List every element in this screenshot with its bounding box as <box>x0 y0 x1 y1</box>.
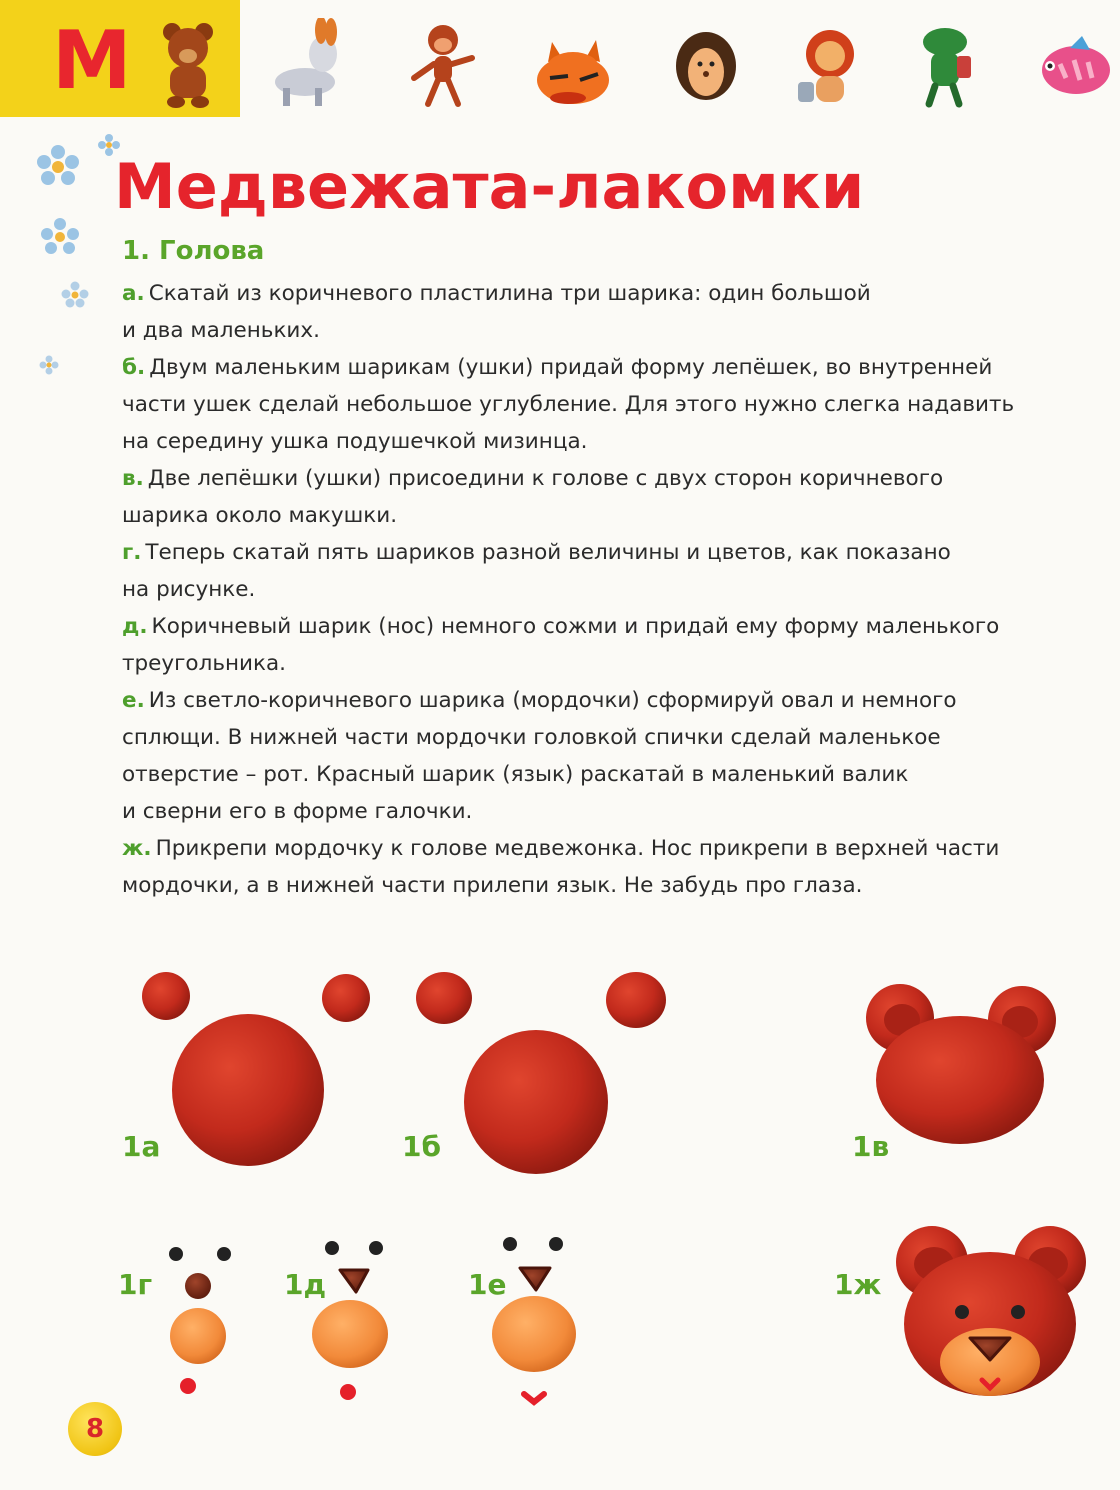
step-line: сплющи. В нижней части мордочки головкой спички сделай маленькое <box>122 725 941 750</box>
step-label: г. <box>122 540 142 565</box>
step-label: ж. <box>122 836 152 861</box>
figure-label-1zh: 1ж <box>834 1268 882 1301</box>
figure-label-1a: 1а <box>122 1130 161 1163</box>
step-v <box>122 460 1107 534</box>
step-line: Скатай из коричневого пластилина три шарика: один большой <box>148 281 871 306</box>
step-line: Теперь скатай пять шариков разной величины и цветов, как показано <box>145 540 951 565</box>
step-line: Двум маленьким шарикам (ушки) придай форму лепёшек, во внутренней <box>149 355 993 380</box>
step-line: Коричневый шарик (нос) немного сожми и придай ему форму маленького <box>151 614 1000 639</box>
flower-decoration-icon <box>28 140 98 200</box>
figure-label-1v: 1в <box>852 1130 890 1163</box>
hedgehog-icon <box>662 18 752 110</box>
step-label: д. <box>122 614 148 639</box>
step-label: а. <box>122 281 145 306</box>
step-line: мордочки, а в нижней части прилепи язык. Не забудь про глаза. <box>122 873 863 898</box>
step-line: части ушек сделай небольшое углубление. Для этого нужно слегка надавить <box>122 392 1015 417</box>
illustration-1d <box>300 1234 410 1414</box>
fish-icon <box>1030 18 1120 110</box>
step-line: на середину ушка подушечкой мизинца. <box>122 429 588 454</box>
step-g <box>122 534 1107 608</box>
step-line: Две лепёшки (ушки) присоедини к голове с двух сторон коричневого <box>147 466 944 491</box>
figure-label-1g: 1г <box>118 1268 153 1301</box>
crocodile-icon <box>905 18 995 110</box>
illustration-1b <box>410 960 680 1180</box>
step-a <box>122 275 1107 349</box>
step-line: Из светло-коричневого шарика (мордочки) сформируй овал и немного <box>148 688 957 713</box>
illustration-1e <box>480 1230 590 1420</box>
page-number: 8 <box>68 1402 122 1456</box>
step-label: в. <box>122 466 144 491</box>
step-label: е. <box>122 688 145 713</box>
step-label: б. <box>122 355 146 380</box>
step-b <box>122 349 1107 460</box>
instruction-steps <box>122 275 1107 904</box>
step-line: шарика около макушки. <box>122 503 398 528</box>
letter-tab <box>0 0 240 117</box>
small-flower-icon <box>38 354 60 376</box>
cat-icon <box>528 18 618 110</box>
figure-label-1e: 1е <box>468 1268 507 1301</box>
section-title: 1. Голова <box>122 236 265 266</box>
step-d <box>122 608 1107 682</box>
step-line: треугольника. <box>122 651 287 676</box>
step-line: Прикрепи мордочку к голове медвежонка. Нос прикрепи в верхней части <box>155 836 1000 861</box>
illustration-1v <box>860 980 1060 1150</box>
page-title: Медвежата-лакомки <box>114 150 865 223</box>
lion-icon <box>790 18 880 110</box>
monkey-icon <box>398 18 488 110</box>
step-line: и сверни его в форме галочки. <box>122 799 473 824</box>
step-line: на рисунке. <box>122 577 256 602</box>
section-letter: М <box>52 14 130 107</box>
illustration-1zh <box>890 1220 1090 1400</box>
illustration-1g <box>160 1240 250 1410</box>
step-e <box>122 682 1107 830</box>
flower-decoration-icon <box>34 214 86 262</box>
figure-label-1b: 1б <box>402 1130 442 1163</box>
step-line: и два маленьких. <box>122 318 320 343</box>
step-zh <box>122 830 1107 904</box>
teddy-bear-icon <box>158 20 218 110</box>
illustration-1a <box>130 960 370 1180</box>
donkey-icon <box>265 18 355 110</box>
small-flower-icon <box>60 280 90 310</box>
step-line: отверстие – рот. Красный шарик (язык) раскатай в маленький валик <box>122 762 909 787</box>
figure-label-1d: 1д <box>284 1268 327 1301</box>
